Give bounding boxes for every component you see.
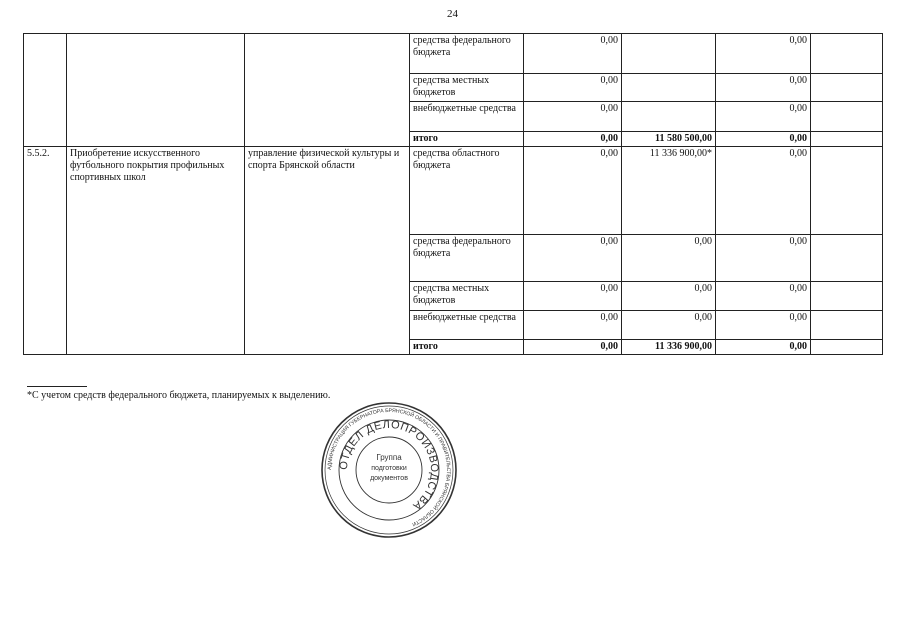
amount-cell bbox=[622, 102, 716, 132]
executor-cell: управление физической культуры и спорта Брянской области bbox=[245, 147, 410, 355]
amount-cell: 0,00 bbox=[716, 282, 811, 311]
svg-text:Группа: Группа bbox=[376, 453, 402, 462]
amount-cell: 0,00 bbox=[622, 311, 716, 340]
funding-source-cell: внебюджетные средства bbox=[410, 102, 524, 132]
footnote: *С учетом средств федерального бюджета, планируемых к выделению. bbox=[27, 390, 331, 401]
total-label-cell: итого bbox=[410, 340, 524, 355]
amount-cell: 0,00 bbox=[716, 147, 811, 235]
amount-cell bbox=[622, 74, 716, 102]
amount-cell: 0,00 bbox=[524, 282, 622, 311]
empty-cell bbox=[811, 34, 883, 74]
amount-cell: 0,00 bbox=[716, 34, 811, 74]
total-amount-cell: 11 336 900,00 bbox=[622, 340, 716, 355]
total-amount-cell: 0,00 bbox=[716, 132, 811, 147]
funding-source-cell: средства местных бюджетов bbox=[410, 74, 524, 102]
amount-cell: 0,00 bbox=[716, 102, 811, 132]
funding-source-cell: средства федерального бюджета bbox=[410, 235, 524, 282]
table-row bbox=[24, 34, 883, 74]
amount-cell: 0,00 bbox=[716, 311, 811, 340]
activity-name-cell: Приобретение искусственного футбольного покрытия профильных спортивных школ bbox=[67, 147, 245, 355]
total-amount-cell: 0,00 bbox=[716, 340, 811, 355]
funding-source-cell: средства областного бюджета bbox=[410, 147, 524, 235]
amount-cell: 11 336 900,00* bbox=[622, 147, 716, 235]
svg-text:АДМИНИСТРАЦИЯ ГУБЕРНАТОРА БРЯН: АДМИНИСТРАЦИЯ ГУБЕРНАТОРА БРЯНСКОЙ ОБЛАСТИ И ПРАВИТЕЛЬСТВА БРЯНСКОЙ ОБЛАСТИ bbox=[326, 407, 452, 527]
empty-cell bbox=[811, 132, 883, 147]
empty-cell bbox=[811, 235, 883, 282]
page-number: 24 bbox=[447, 8, 458, 20]
amount-cell: 0,00 bbox=[524, 235, 622, 282]
amount-cell: 0,00 bbox=[622, 235, 716, 282]
amount-cell: 0,00 bbox=[524, 311, 622, 340]
empty-cell bbox=[811, 340, 883, 355]
total-label-cell: итого bbox=[410, 132, 524, 147]
total-amount-cell: 0,00 bbox=[524, 340, 622, 355]
empty-cell bbox=[811, 311, 883, 340]
svg-text:подготовки: подготовки bbox=[371, 465, 407, 472]
footnote-divider bbox=[27, 386, 87, 387]
empty-cell bbox=[811, 147, 883, 235]
amount-cell: 0,00 bbox=[524, 147, 622, 235]
executor-cell bbox=[245, 34, 410, 147]
svg-text:документов: документов bbox=[370, 475, 408, 482]
budget-table bbox=[23, 33, 883, 355]
funding-source-cell: средства федерального бюджета bbox=[410, 34, 524, 74]
row-number-cell bbox=[24, 34, 67, 147]
funding-source-cell: средства местных бюджетов bbox=[410, 282, 524, 311]
amount-cell: 0,00 bbox=[622, 282, 716, 311]
empty-cell bbox=[811, 282, 883, 311]
table-row bbox=[24, 147, 883, 235]
official-seal bbox=[319, 400, 459, 540]
svg-text:ОТДЕЛ ДЕЛОПРОИЗВОДСТВА: ОТДЕЛ ДЕЛОПРОИЗВОДСТВА bbox=[337, 418, 441, 513]
amount-cell: 0,00 bbox=[716, 74, 811, 102]
row-number-cell: 5.5.2. bbox=[24, 147, 67, 355]
total-amount-cell: 11 580 500,00 bbox=[622, 132, 716, 147]
amount-cell: 0,00 bbox=[524, 34, 622, 74]
amount-cell: 0,00 bbox=[524, 74, 622, 102]
total-amount-cell: 0,00 bbox=[524, 132, 622, 147]
amount-cell bbox=[622, 34, 716, 74]
funding-source-cell: внебюджетные средства bbox=[410, 311, 524, 340]
activity-name-cell bbox=[67, 34, 245, 147]
empty-cell bbox=[811, 102, 883, 132]
amount-cell: 0,00 bbox=[524, 102, 622, 132]
empty-cell bbox=[811, 74, 883, 102]
amount-cell: 0,00 bbox=[716, 235, 811, 282]
